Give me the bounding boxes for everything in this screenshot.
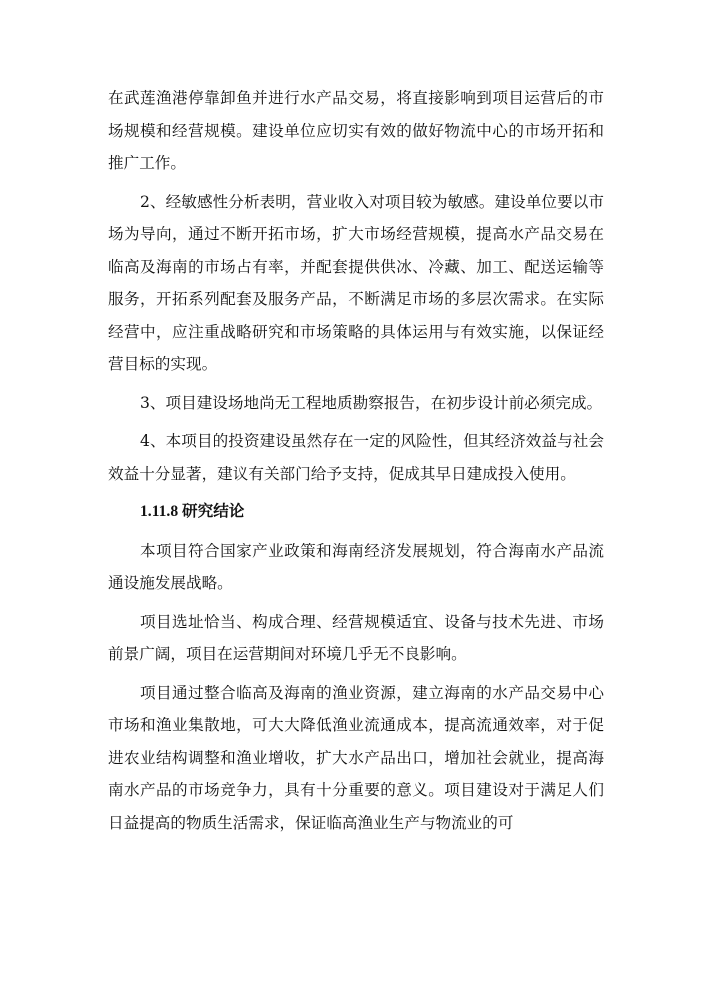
section-heading: 1.11.8 研究结论 bbox=[140, 503, 245, 520]
paragraph-item-3: 3、项目建设场地尚无工程地质勘察报告，在初步设计前必须完成。 bbox=[140, 393, 603, 412]
conclusion-paragraph-2: 项目选址恰当、构成合理、经营规模适宜、设备与技术先进、市场前景广阔，项目在运营期间对环境几乎无不良影响。 bbox=[108, 612, 604, 663]
conclusion-paragraph-3: 项目通过整合临高及海南的渔业资源，建立海南的水产品交易中心市场和渔业集散地，可大大降低渔业流通成本，提高流通效率，对于促进农业结构调整和渔业增收，扩大水产品出口，增加社会就业，提高海南水产品的市场竞争力，具有十分重要的意义。项目建设对于满足人们日益提高的物质生活需求，保证临高渔业生产与物流业的可 bbox=[108, 683, 604, 832]
document-body bbox=[108, 82, 604, 845]
conclusion-paragraph-1: 本项目符合国家产业政策和海南经济发展规划，符合海南水产品流通设施发展战略。 bbox=[108, 541, 604, 592]
paragraph-continuation: 在武莲渔港停靠卸鱼并进行水产品交易，将直接影响到项目运营后的市场规模和经营规模。建设单位应切实有效的做好物流中心的市场开拓和推广工作。 bbox=[108, 89, 604, 172]
paragraph-item-4: 4、本项目的投资建设虽然存在一定的风险性，但其经济效益与社会效益十分显著，建议有关部门给予支持，促成其早日建成投入使用。 bbox=[108, 432, 604, 483]
paragraph-item-2: 2、经敏感性分析表明，营业收入对项目较为敏感。建设单位要以市场为导向，通过不断开拓市场，扩大市场经营规模，提高水产品交易在临高及海南的市场占有率，并配套提供供冰、冷藏、加工、配送运输等服务，开拓系列配套及服务产品，不断满足市场的多层次需求。在实际经营中，应注重战略研究和市场策略的具体运用与有效实施，以保证经营目标的实现。 bbox=[108, 192, 604, 373]
